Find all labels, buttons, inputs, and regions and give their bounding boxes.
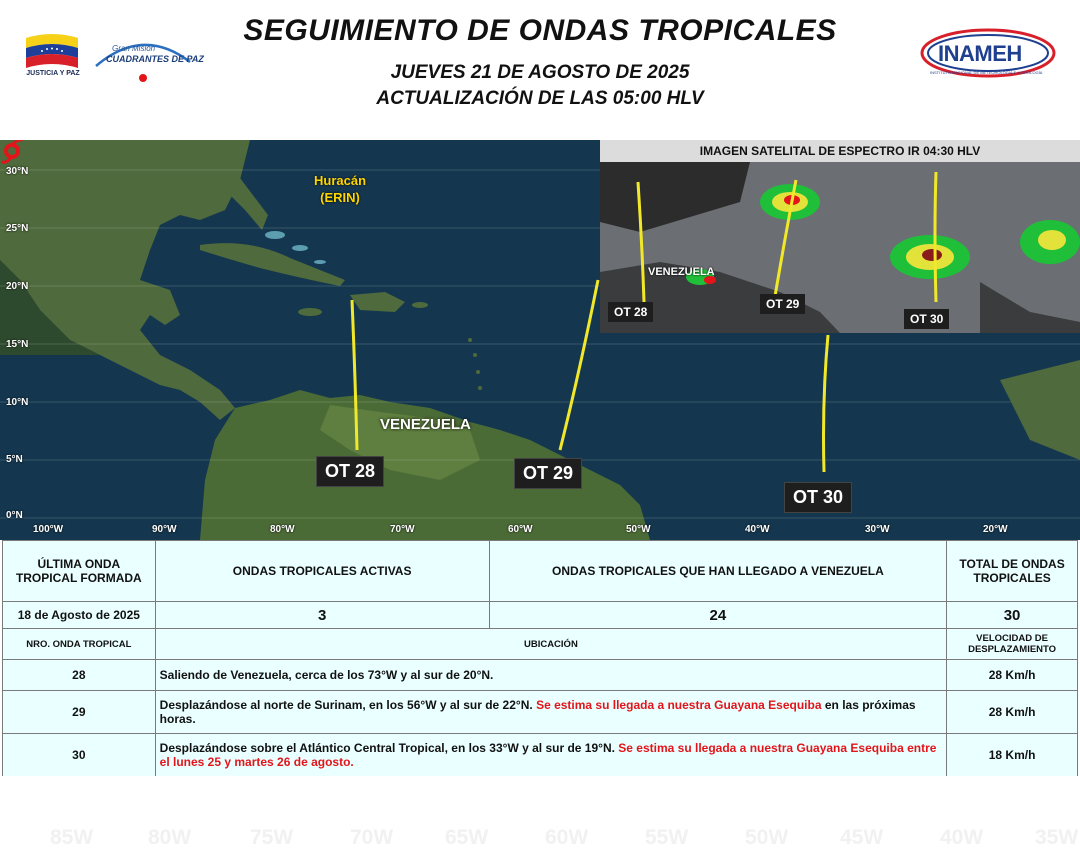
lat-label: 10°N <box>6 397 29 408</box>
lon-label: 20°W <box>983 524 1008 535</box>
faint-lon-label: 35W <box>1035 826 1079 849</box>
col-number: NRO. ONDA TROPICAL <box>3 629 156 660</box>
land-north-central-america <box>0 140 250 420</box>
update-time: ACTUALIZACIÓN DE LAS 05:00 HLV <box>376 88 704 109</box>
wave-line-ot29 <box>560 280 598 450</box>
summary-row <box>3 602 1078 629</box>
hurricane-label-line1: Huracán <box>313 173 367 188</box>
lon-label: 70°W <box>390 524 415 535</box>
faint-lon-label: 60W <box>545 826 589 849</box>
wave-arrival-note: Se estima su llegada a nuestra Guayana Esequiba <box>536 698 822 712</box>
gran-mision-label: Gran Misión <box>112 44 156 53</box>
tropical-waves-table <box>2 540 1078 777</box>
header-active: ONDAS TROPICALES ACTIVAS <box>155 541 489 602</box>
satellite-inset <box>600 140 1080 333</box>
lon-label: 50°W <box>626 524 651 535</box>
satellite-wave-label-ot28: OT 28 <box>608 302 653 322</box>
arrived-count: 24 <box>489 602 946 629</box>
wave-line-ot30 <box>824 335 829 472</box>
satellite-wave-label-ot30: OT 30 <box>904 309 949 329</box>
last-wave-date: 18 de Agosto de 2025 <box>3 602 156 629</box>
cuadrantes-label: CUADRANTES DE PAZ <box>106 54 204 64</box>
wave-arrival-note: Se estima su llegada a nuestra Guayana Esequiba entre el lunes 25 y martes 26 de agosto. <box>159 741 937 769</box>
header-arrived: ONDAS TROPICALES QUE HAN LLEGADO A VENEZUELA <box>489 541 946 602</box>
header-total: TOTAL DE ONDAS TROPICALES <box>947 541 1078 602</box>
faint-lon-label: 75W <box>250 826 294 849</box>
wave-speed: 28 Km/h <box>947 660 1078 691</box>
wave-location-text: Desplazándose al norte de Surinam, en los 56°W y al sur de 22°N. <box>159 698 533 712</box>
total-count: 30 <box>947 602 1078 629</box>
wave-location-text: Desplazándose sobre el Atlántico Central Tropical, en los 33°W y al sur de 19°N. <box>159 741 615 755</box>
col-speed: VELOCIDAD DE DESPLAZAMIENTO <box>947 629 1078 660</box>
wave-location <box>155 691 946 734</box>
map-country-label: VENEZUELA <box>380 416 471 433</box>
faint-lon-label: 80W <box>148 826 192 849</box>
wave-number: 30 <box>3 734 156 777</box>
land-cuba <box>200 243 345 286</box>
table-header-row <box>3 541 1078 602</box>
satellite-image <box>600 162 1080 333</box>
header-last-wave: ÚLTIMA ONDA TROPICAL FORMADA <box>3 541 156 602</box>
land-hispaniola <box>350 292 405 312</box>
wave-speed: 18 Km/h <box>947 734 1078 777</box>
faint-lon-label: 65W <box>445 826 489 849</box>
satellite-title: IMAGEN SATELITAL DE ESPECTRO IR 04:30 HLV <box>600 140 1080 162</box>
lon-label: 30°W <box>865 524 890 535</box>
lat-label: 0°N <box>6 510 23 521</box>
wave-location <box>155 734 946 777</box>
report-header <box>0 0 1080 140</box>
wave-label-ot28: OT 28 <box>316 456 384 487</box>
lon-label: 80°W <box>270 524 295 535</box>
hurricane-icon <box>0 140 24 165</box>
wave-location-end: en las próximas horas. <box>159 698 916 726</box>
wave-location-text: Saliendo de Venezuela, cerca de los 73°W y al sur de 20°N. <box>159 668 494 682</box>
col-location: UBICACIÓN <box>155 629 946 660</box>
faint-lon-label: 70W <box>350 826 394 849</box>
lat-label: 30°N <box>6 166 29 177</box>
page-title: SEGUIMIENTO DE ONDAS TROPICALES <box>243 14 837 47</box>
lat-label: 20°N <box>6 281 29 292</box>
table-row <box>3 691 1078 734</box>
lon-label: 40°W <box>745 524 770 535</box>
satellite-wave-label-ot29: OT 29 <box>760 294 805 314</box>
satellite-country-label: VENEZUELA <box>648 266 715 278</box>
lon-label: 100°W <box>33 524 64 535</box>
wave-label-ot30: OT 30 <box>784 482 852 513</box>
justicia-paz-label: JUSTICIA Y PAZ <box>26 70 80 77</box>
table-row <box>3 660 1078 691</box>
lat-label: 25°N <box>6 223 29 234</box>
wave-label-ot29: OT 29 <box>514 458 582 489</box>
lat-label: 15°N <box>6 339 29 350</box>
lon-label: 90°W <box>152 524 177 535</box>
wave-location <box>155 660 946 691</box>
wave-number: 28 <box>3 660 156 691</box>
active-count: 3 <box>155 602 489 629</box>
wave-speed: 28 Km/h <box>947 691 1078 734</box>
faint-lon-label: 85W <box>50 826 94 849</box>
inameh-subtitle: INSTITUTO NACIONAL DE METEOROLOGÍA E HIDROLOGÍA <box>930 70 1043 75</box>
lat-label: 5°N <box>6 454 23 465</box>
lon-label: 60°W <box>508 524 533 535</box>
faint-lon-label: 45W <box>840 826 884 849</box>
wave-number: 29 <box>3 691 156 734</box>
inameh-label: INAMEH <box>938 41 1022 66</box>
hurricane-label-line2: (ERIN) <box>320 190 360 205</box>
report-date: JUEVES 21 DE AGOSTO DE 2025 <box>390 62 690 83</box>
detail-header-row <box>3 629 1078 660</box>
faint-lon-label: 40W <box>940 826 984 849</box>
background-faint-map <box>0 776 1080 864</box>
faint-lon-label: 55W <box>645 826 689 849</box>
table-row <box>3 734 1078 777</box>
hurricane-label <box>308 172 372 206</box>
faint-lon-label: 50W <box>745 826 789 849</box>
